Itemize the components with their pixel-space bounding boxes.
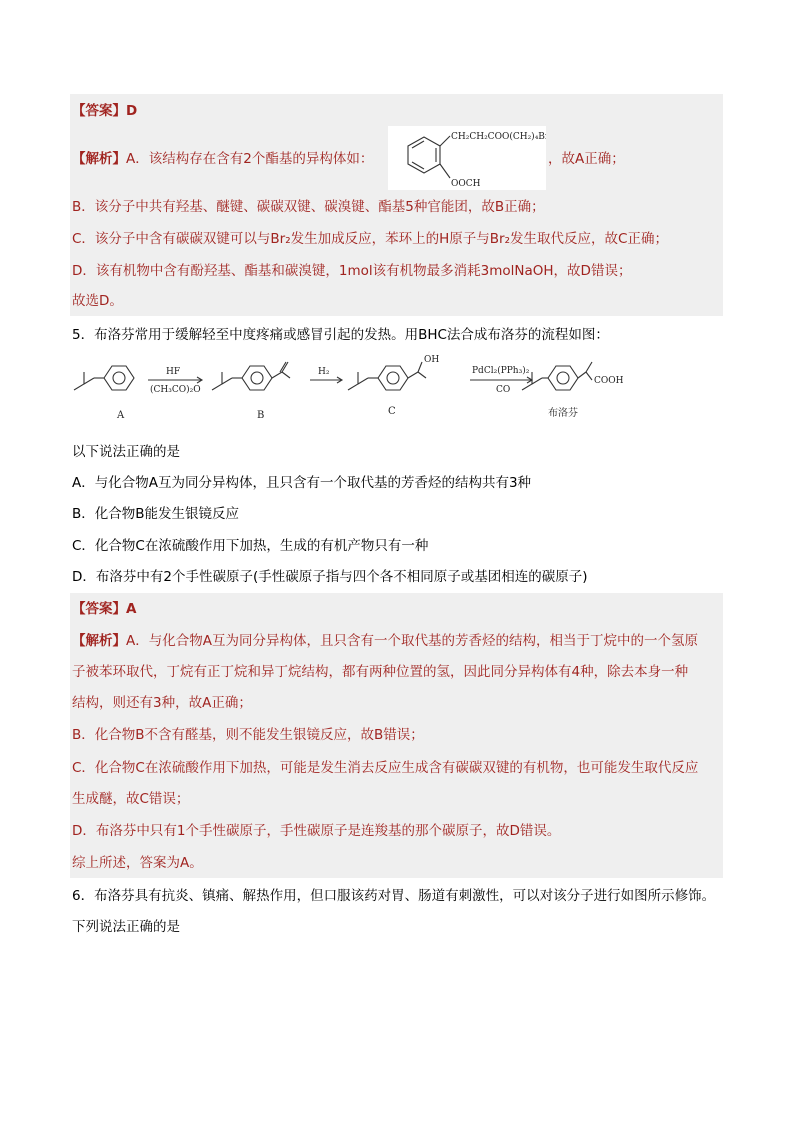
- q5-analysis-line-b: B．化合物B不含有醛基，则不能发生银镜反应，故B错误；: [72, 727, 424, 743]
- q5-stem: 5．布洛芬常用于缓解轻至中度疼痛或感冒引起的发热。用BHC法合成布洛芬的流程如图：: [72, 327, 609, 343]
- q4-analysis-line-d: D．该有机物中含有酚羟基、酯基和碳溴键，1mol该有机物最多消耗3molNaOH，故D错误；: [72, 263, 632, 279]
- q4-conclusion: 故选D。: [72, 293, 123, 309]
- analysis-text-tail: ，故A正确；: [548, 151, 625, 167]
- answer-value: D: [126, 103, 138, 119]
- q5-analysis-line-d: D．布洛芬中只有1个手性碳原子，手性碳原子是连羧基的那个碳原子，故D错误。: [72, 823, 561, 839]
- q4-analysis-line-c: C．该分子中含有碳碳双键可以与Br₂发生加成反应，苯环上的H原子与Br₂发生取代反应，故C正确；: [72, 231, 668, 247]
- q5-option-c: C．化合物C在浓硫酸作用下加热，生成的有机产物只有一种: [72, 538, 429, 554]
- q5-option-b: B．化合物B能发生银镜反应: [72, 506, 240, 522]
- q5-prompt: 以下说法正确的是: [72, 444, 180, 460]
- reagent-h2: H₂: [318, 367, 330, 377]
- structure-bottom-label: OOCH: [451, 179, 481, 189]
- answer-label: 【答案】: [72, 601, 126, 617]
- analysis-label: 【解析】: [72, 633, 126, 649]
- q5-option-d: D．布洛芬中有2个手性碳原子(手性碳原子指与四个各不相同原子或基团相连的碳原子): [72, 569, 588, 585]
- synthesis-scheme: [70, 352, 630, 428]
- q5-analysis-line-a1: [72, 632, 698, 650]
- cooh-group-label: COOH: [594, 376, 624, 386]
- analysis-text: A．该结构存在含有2个酯基的异构体如：: [126, 151, 374, 167]
- q5-answer-line: [72, 600, 136, 618]
- answer-label: 【答案】: [72, 103, 126, 119]
- label-compound-a: A: [117, 410, 125, 421]
- q5-analysis-line-c2: 生成醚，故C错误；: [72, 791, 190, 807]
- reagent-pd-catalyst: PdCl₂(PPh₃)₂: [472, 366, 530, 376]
- q4-answer-line: [72, 102, 137, 120]
- analysis-label: 【解析】: [72, 151, 126, 167]
- label-compound-b: B: [257, 410, 265, 421]
- q4-analysis-line-a-tail: [548, 150, 625, 168]
- structure-top-label: CH₂CH₂COO(CH₂)₄Br: [451, 132, 546, 142]
- q4-analysis-line-b: B．该分子中共有羟基、醚键、碳碳双键、碳溴键、酯基5种官能团，故B正确；: [72, 199, 545, 215]
- q6-stem-line-1: 6．布洛芬具有抗炎、镇痛、解热作用，但口服该药对胃、肠道有刺激性，可以对该分子进行如图所示修饰。: [72, 888, 716, 904]
- q5-conclusion: 综上所述，答案为A。: [72, 855, 203, 871]
- q5-analysis-line-c1: C．化合物C在浓硫酸作用下加热，可能是发生消去反应生成含有碳碳双键的有机物，也可能发生取代反应: [72, 760, 699, 776]
- q5-analysis-line-a2: 子被苯环取代，丁烷有正丁烷和异丁烷结构，都有两种位置的氢，因此同分异构体有4种，除去本身一种: [72, 664, 689, 680]
- label-ibuprofen: 布洛芬: [548, 408, 578, 419]
- q6-stem-line-2: 下列说法正确的是: [72, 919, 180, 935]
- reagent-co: CO: [496, 385, 511, 395]
- analysis-text: A．与化合物A互为同分异构体，且只含有一个取代基的芳香烃的结构，相当于丁烷中的一个氢原: [126, 633, 698, 649]
- q5-option-a: A．与化合物A互为同分异构体，且只含有一个取代基的芳香烃的结构共有3种: [72, 475, 532, 491]
- reagent-anhydride: (CH₃CO)₂O: [150, 385, 201, 395]
- ester-isomer-structure: [388, 126, 546, 190]
- oh-group-label: OH: [424, 355, 440, 365]
- answer-value: A: [126, 601, 137, 617]
- reagent-hf: HF: [166, 367, 181, 377]
- label-compound-c: C: [388, 406, 396, 417]
- q4-analysis-line-a: [72, 150, 373, 168]
- q5-analysis-line-a3: 结构，则还有3种，故A正确；: [72, 695, 252, 711]
